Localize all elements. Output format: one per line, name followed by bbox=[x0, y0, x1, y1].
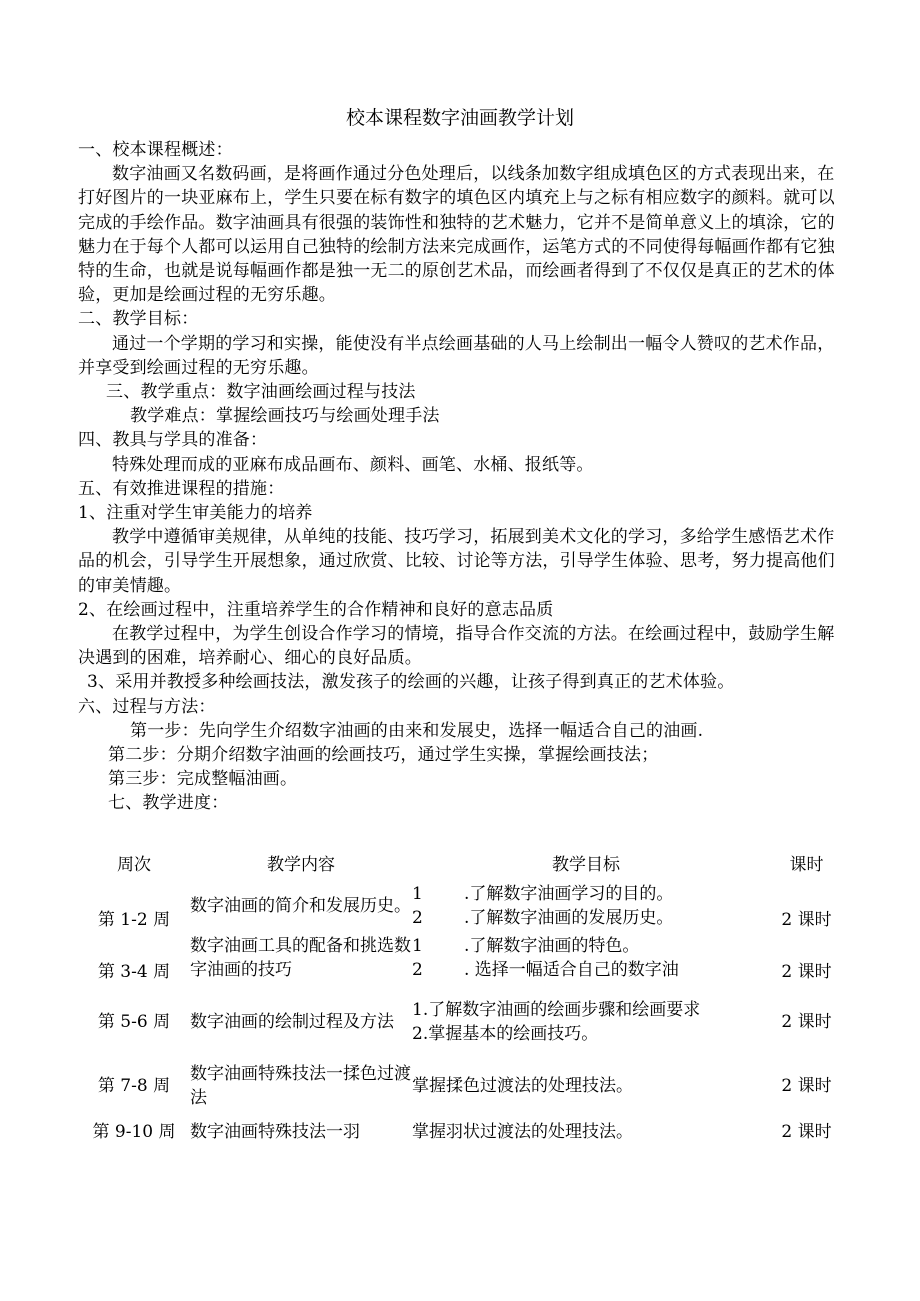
measure3: 3、采用并教授多种绘画技法，激发孩子的绘画的兴趣，让孩子得到真正的艺术体验。 bbox=[87, 672, 735, 693]
goal-text: .了解数字油画的发展历史。 bbox=[464, 908, 674, 928]
table-row bbox=[78, 880, 853, 932]
schedule-table bbox=[78, 850, 853, 1152]
goal-number: 2 bbox=[412, 960, 423, 980]
overview-heading: 一、校本课程概述： bbox=[78, 140, 233, 160]
overview-text: 数字油画又名数码画，是将画作通过分色处理后，以线条加数字组成填色区的方式表现出来，在打好图片的一块亚麻布上，学生只要在标有数字的填色区内填充上与之标有相应数字的颜料。就可以完成的手绘作品。数字油画具有很强的装饰性和独特的艺术魅力，它并不是简单意义上的填涂，它的魅力在于每个人都可以运用自己独特的绘制方法来完成画作，运笔方式的不同使得每幅画作都有它独特的生命，也就是说每幅画作都是独一无二的原创艺术品，而绘画者得到了不仅仅是真正的艺术的体验，更加是绘画过程的无穷乐趣。 bbox=[78, 164, 835, 306]
measure1-text: 教学中遵循审美规律，从单纯的技能、技巧学习，拓展到美术文化的学习，多给学生感悟艺术作品的机会，引导学生开展想象，通过欣赏、比较、讨论等方法，引导学生体验、思考，努力提高他们的审美情趣。 bbox=[78, 527, 835, 596]
goal-number: 1 bbox=[412, 884, 423, 904]
row-week: 第 5-6 周 bbox=[97, 1012, 171, 1032]
goal-text: 1.了解数字油画的绘画步骤和绘画要求 bbox=[412, 1000, 701, 1020]
row-hours: 2 课时 bbox=[781, 1122, 832, 1142]
table-row bbox=[78, 1112, 853, 1152]
row-content: 数字油画特殊技法一揉色过渡法 bbox=[190, 1064, 411, 1108]
measures-heading: 五、有效推进课程的措施： bbox=[78, 478, 285, 499]
row-hours: 2 课时 bbox=[781, 1012, 832, 1032]
row-hours: 2 课时 bbox=[781, 910, 832, 930]
row-week: 第 1-2 周 bbox=[97, 910, 171, 930]
measure1-heading: 1、注重对学生审美能力的培养 bbox=[78, 503, 313, 524]
header-goal: 教学目标 bbox=[552, 855, 620, 875]
row-goal bbox=[412, 932, 760, 984]
measure2-text: 在教学过程中，为学生创设合作学习的情境，指导合作交流的方法。在绘画过程中，鼓励学生解决遇到的困难，培养耐心、细心的良好品质。 bbox=[78, 624, 835, 669]
difficulties: 教学难点：掌握绘画技巧与绘画处理手法 bbox=[130, 406, 440, 427]
row-hours: 2 课时 bbox=[781, 962, 832, 982]
step-2: 第二步：分期介绍数字油画的绘画技巧，通过学生实操，掌握绘画技法； bbox=[108, 745, 659, 766]
row-goal: 掌握羽状过渡法的处理技法。 bbox=[412, 1122, 633, 1142]
row-content: 数字油画的简介和发展历史。 bbox=[190, 896, 411, 916]
goal-number: 1 bbox=[412, 936, 423, 956]
row-goal: 掌握揉色过渡法的处理技法。 bbox=[412, 1076, 633, 1096]
row-goal bbox=[412, 880, 760, 932]
row-hours: 2 课时 bbox=[781, 1076, 832, 1096]
process-heading: 六、过程与方法： bbox=[78, 696, 216, 717]
goal-text: 2.掌握基本的绘画技巧。 bbox=[412, 1024, 599, 1044]
step-3: 第三步：完成整幅油画。 bbox=[108, 769, 298, 790]
header-hours: 课时 bbox=[789, 855, 824, 875]
tools-heading: 四、教具与学具的准备： bbox=[78, 430, 268, 451]
goal-text: . 选择一幅适合自己的数字油 bbox=[464, 960, 679, 980]
goals-text: 通过一个学期的学习和实操，能使没有半点绘画基础的人马上绘制出一幅令人赞叹的艺术作品，并享受到绘画过程的无穷乐趣。 bbox=[78, 333, 835, 378]
row-goal bbox=[412, 984, 760, 1060]
row-week: 第 3-4 周 bbox=[97, 962, 171, 982]
measure2-heading: 2、在绘画过程中，注重培养学生的合作精神和良好的意志品质 bbox=[78, 599, 554, 620]
tools-text: 特殊处理而成的亚麻布成品画布、颜料、画笔、水桶、报纸等。 bbox=[112, 454, 594, 475]
row-content: 数字油画特殊技法一羽 bbox=[190, 1122, 360, 1142]
row-week: 第 7-8 周 bbox=[97, 1076, 171, 1096]
goal-number: 2 bbox=[412, 908, 423, 928]
row-content: 数字油画工具的配备和挑选数字油画的技巧 bbox=[190, 936, 411, 980]
key-points: 三、教学重点：数字油画绘画过程与技法 bbox=[106, 382, 416, 403]
header-week: 周次 bbox=[117, 855, 151, 875]
document-title: 校本课程数字油画教学计划 bbox=[345, 107, 574, 129]
step-1: 第一步：先向学生介绍数字油画的由来和发展史，选择一幅适合自己的油画. bbox=[130, 720, 704, 741]
table-row bbox=[78, 932, 853, 984]
schedule-heading: 七、教学进度： bbox=[108, 793, 229, 814]
header-content: 教学内容 bbox=[267, 855, 335, 875]
goal-text: .了解数字油画学习的目的。 bbox=[464, 884, 674, 904]
document-body bbox=[78, 138, 848, 816]
goal-text: .了解数字油画的特色。 bbox=[464, 936, 640, 956]
table-header-row bbox=[78, 850, 853, 880]
goals-heading: 二、教学目标： bbox=[78, 309, 199, 330]
row-week: 第 9-10 周 bbox=[92, 1122, 176, 1142]
table-row bbox=[78, 1060, 853, 1112]
table-row bbox=[78, 984, 853, 1060]
row-content: 数字油画的绘制过程及方法 bbox=[190, 1012, 394, 1032]
